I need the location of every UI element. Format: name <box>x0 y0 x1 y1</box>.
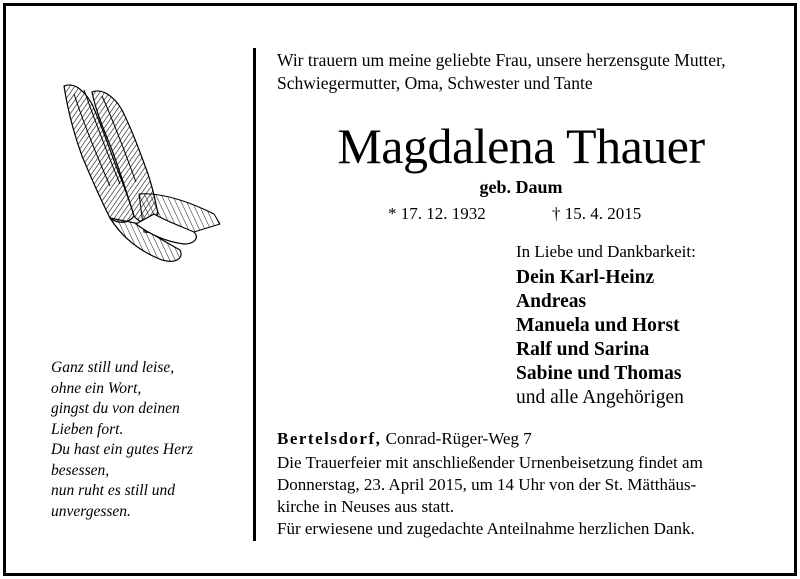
praying-hands-icon <box>44 74 228 274</box>
mourner-name: Dein Karl-Heinz <box>516 267 655 288</box>
mourners-rest: und alle Angehörigen <box>516 387 684 408</box>
address-street: Conrad-Rüger-Weg 7 <box>385 429 532 448</box>
poem-line: ohne ein Wort, <box>51 379 142 397</box>
poem <box>51 358 241 522</box>
address <box>277 428 532 450</box>
funeral-line: Die Trauerfeier mit anschließender Urnenbeisetzung findet am <box>277 453 703 472</box>
intro-line: Schwiegermutter, Oma, Schwester und Tante <box>277 73 593 93</box>
maiden-name: geb. Daum <box>479 177 563 197</box>
funeral-line: kirche in Neuses aus statt. <box>277 497 455 516</box>
poem-line: besessen, <box>51 461 110 479</box>
greeting: In Liebe und Dankbarkeit: <box>516 242 696 261</box>
funeral-info <box>277 452 789 518</box>
deceased-name: Magdalena Thauer <box>337 118 705 174</box>
mourner-name: Sabine und Thomas <box>516 363 682 384</box>
death-date: † 15. 4. 2015 <box>552 204 642 223</box>
mourner-name: Ralf und Sarina <box>516 339 650 360</box>
poem-line: Du hast ein gutes Herz <box>51 441 194 458</box>
intro-text <box>277 49 777 95</box>
mourners-block <box>516 241 786 410</box>
mourner-name: Manuela und Horst <box>516 315 680 336</box>
birth-date: * 17. 12. 1932 <box>388 204 486 223</box>
thanks-line: Für erwiesene und zugedachte Anteilnahme herzlichen Dank. <box>277 519 695 538</box>
mourner-name: Andreas <box>516 291 587 312</box>
funeral-line: Donnerstag, 23. April 2015, um 14 Uhr von der St. Mätthäus- <box>277 475 697 494</box>
intro-line: Wir trauern um meine geliebte Frau, unsere herzensgute Mutter, <box>277 50 726 70</box>
obituary-frame <box>3 3 797 576</box>
poem-line: gingst du von deinen <box>51 400 180 417</box>
poem-line: Ganz still und leise, <box>51 359 175 376</box>
address-place: Bertelsdorf, <box>277 429 382 448</box>
poem-line: nun ruht es still und <box>51 482 176 499</box>
poem-line: Lieben fort. <box>51 420 124 438</box>
poem-line: unvergessen. <box>51 502 131 520</box>
vertical-divider <box>253 48 256 541</box>
